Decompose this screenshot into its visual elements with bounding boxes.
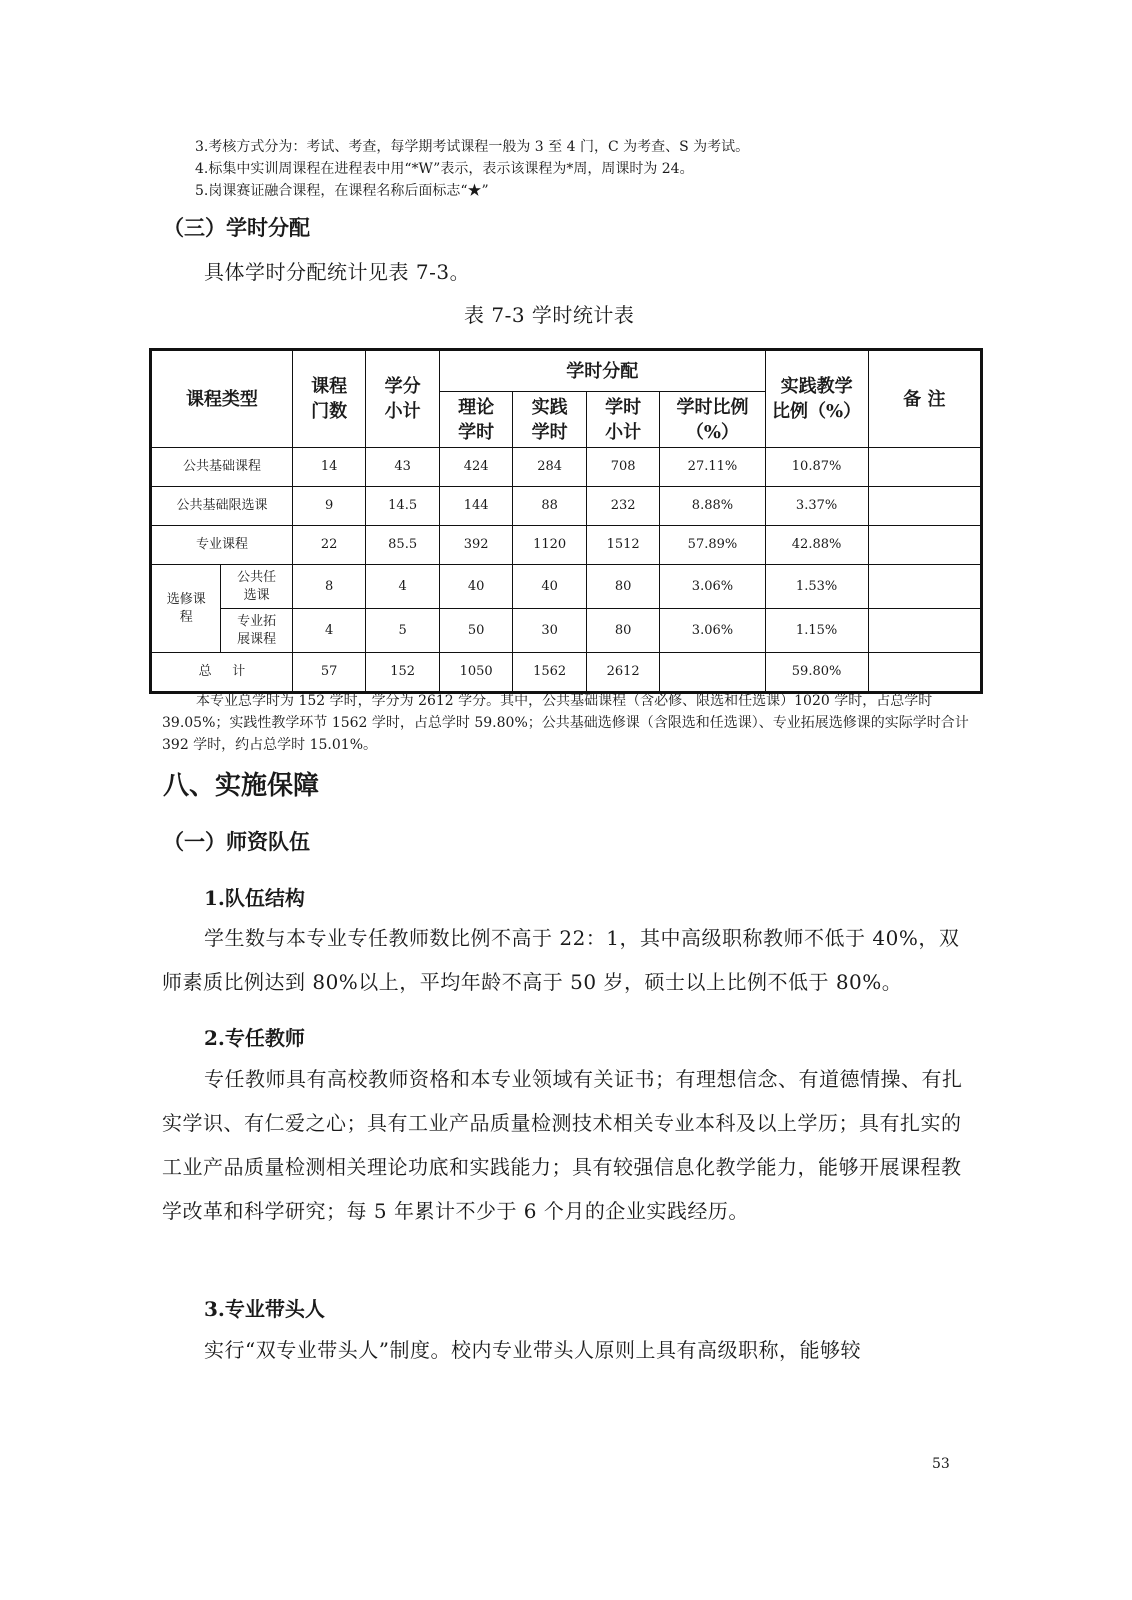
cell-credits: 85.5 xyxy=(366,526,440,565)
cell-remark xyxy=(868,565,981,609)
cell-practice-ratio: 1.53% xyxy=(765,565,868,609)
table-total-row xyxy=(151,653,982,693)
header-theory-hours: 理论 学时 xyxy=(439,392,513,448)
cell-remark xyxy=(868,448,981,487)
cell-total-label: 总 计 xyxy=(151,653,293,693)
cell-count: 14 xyxy=(292,448,366,487)
cell-practice: 40 xyxy=(513,565,587,609)
cell-credits: 43 xyxy=(366,448,440,487)
header-hours-total: 学时 小计 xyxy=(586,392,660,448)
table-row xyxy=(151,565,982,609)
table-row xyxy=(151,526,982,565)
cell-type: 公共基础限选课 xyxy=(151,487,293,526)
cell-theory: 144 xyxy=(439,487,513,526)
item-text-structure: 学生数与本专业专任教师数比例不高于 22：1，其中高级职称教师不低于 40%，双师素质比例达到 80%以上，平均年龄不高于 50 岁，硕士以上比例不低于 80%。 xyxy=(162,926,960,994)
cell-practice: 1120 xyxy=(513,526,587,565)
cell-practice-ratio: 42.88% xyxy=(765,526,868,565)
header-hours-group: 学时分配 xyxy=(439,350,765,392)
cell-count: 22 xyxy=(292,526,366,565)
item-text-leader: 实行“双专业带头人”制度。校内专业带头人原则上具有高级职称，能够较 xyxy=(204,1338,861,1362)
cell-credits: 4 xyxy=(366,565,440,609)
note-3: 3.考核方式分为：考试、考查，每学期考试课程一般为 3 至 4 门，C 为考查、S 为考试。 xyxy=(195,139,750,155)
table-row xyxy=(151,487,982,526)
cell-ratio xyxy=(660,653,765,693)
cell-total: 1512 xyxy=(586,526,660,565)
cell-ratio: 27.11% xyxy=(660,448,765,487)
cell-count: 57 xyxy=(292,653,366,693)
item-title-structure: 1.队伍结构 xyxy=(204,886,305,910)
subsection-heading: （一）师资队伍 xyxy=(163,830,310,854)
cell-subtype: 专业拓 展课程 xyxy=(221,609,292,653)
table-caption: 表 7-3 学时统计表 xyxy=(464,303,635,327)
cell-practice-ratio: 59.80% xyxy=(765,653,868,693)
note-4: 4.标集中实训周课程在进程表中用“*W”表示，表示该课程为*周，周课时为 24。 xyxy=(195,161,694,177)
cell-type: 专业课程 xyxy=(151,526,293,565)
table-note: 本专业总学时为 152 学时，学分为 2612 学分。其中，公共基础课程（含必修、限选和任选课）1020 学时，占总学时 39.05%；实践性教学环节 1562 学时，占总学时 59.80%；公共基础选修课（含限选和任选课）、专业拓展选修课的实际学时合计 392 学时，约占总学时 15.01%。 xyxy=(162,693,969,753)
cell-practice: 284 xyxy=(513,448,587,487)
cell-credits: 5 xyxy=(366,609,440,653)
cell-ratio: 3.06% xyxy=(660,565,765,609)
cell-ratio: 3.06% xyxy=(660,609,765,653)
header-course-count: 课程 门数 xyxy=(292,350,366,448)
header-practice-hours: 实践 学时 xyxy=(513,392,587,448)
header-hours-ratio: 学时比例 （%） xyxy=(660,392,765,448)
cell-theory: 50 xyxy=(439,609,513,653)
section-intro: 具体学时分配统计见表 7-3。 xyxy=(204,260,471,284)
hours-statistics-table xyxy=(149,348,983,694)
cell-credits: 152 xyxy=(366,653,440,693)
cell-remark xyxy=(868,653,981,693)
cell-practice-ratio: 3.37% xyxy=(765,487,868,526)
item-title-teachers: 2.专任教师 xyxy=(204,1026,305,1050)
header-remarks: 备 注 xyxy=(868,350,981,448)
cell-remark xyxy=(868,526,981,565)
cell-practice: 88 xyxy=(513,487,587,526)
item-text-teachers: 专任教师具有高校教师资格和本专业领域有关证书；有理想信念、有道德情操、有扎实学识、有仁爱之心；具有工业产品质量检测技术相关专业本科及以上学历；具有扎实的工业产品质量检测相关理论功底和实践能力；具有较强信息化教学能力，能够开展课程教学改革和科学研究；每 5 年累计不少于 6 个月的企业实践经历。 xyxy=(162,1067,963,1223)
cell-total: 232 xyxy=(586,487,660,526)
cell-count: 4 xyxy=(292,609,366,653)
section-heading-hours: （三）学时分配 xyxy=(163,216,310,240)
cell-practice-ratio: 10.87% xyxy=(765,448,868,487)
cell-total: 80 xyxy=(586,609,660,653)
cell-theory: 392 xyxy=(439,526,513,565)
cell-total: 80 xyxy=(586,565,660,609)
cell-credits: 14.5 xyxy=(366,487,440,526)
cell-total: 708 xyxy=(586,448,660,487)
item-title-leader: 3.专业带头人 xyxy=(204,1297,325,1321)
note-5: 5.岗课赛证融合课程，在课程名称后面标志“★” xyxy=(195,183,489,199)
table-row xyxy=(151,448,982,487)
cell-theory: 1050 xyxy=(439,653,513,693)
cell-theory: 40 xyxy=(439,565,513,609)
cell-count: 9 xyxy=(292,487,366,526)
cell-ratio: 8.88% xyxy=(660,487,765,526)
cell-practice-ratio: 1.15% xyxy=(765,609,868,653)
cell-total: 2612 xyxy=(586,653,660,693)
table-row xyxy=(151,609,982,653)
header-practice-ratio: 实践教学 比例（%） xyxy=(765,350,868,448)
cell-practice: 1562 xyxy=(513,653,587,693)
cell-elective-group: 选修课 程 xyxy=(151,565,221,653)
cell-theory: 424 xyxy=(439,448,513,487)
cell-practice: 30 xyxy=(513,609,587,653)
cell-remark xyxy=(868,487,981,526)
header-credits: 学分 小计 xyxy=(366,350,440,448)
cell-count: 8 xyxy=(292,565,366,609)
header-course-type: 课程类型 xyxy=(151,350,293,448)
cell-subtype: 公共任 选课 xyxy=(221,565,292,609)
cell-remark xyxy=(868,609,981,653)
cell-ratio: 57.89% xyxy=(660,526,765,565)
page-number: 53 xyxy=(932,1456,950,1472)
chapter-heading: 八、实施保障 xyxy=(163,771,320,801)
cell-type: 公共基础课程 xyxy=(151,448,293,487)
